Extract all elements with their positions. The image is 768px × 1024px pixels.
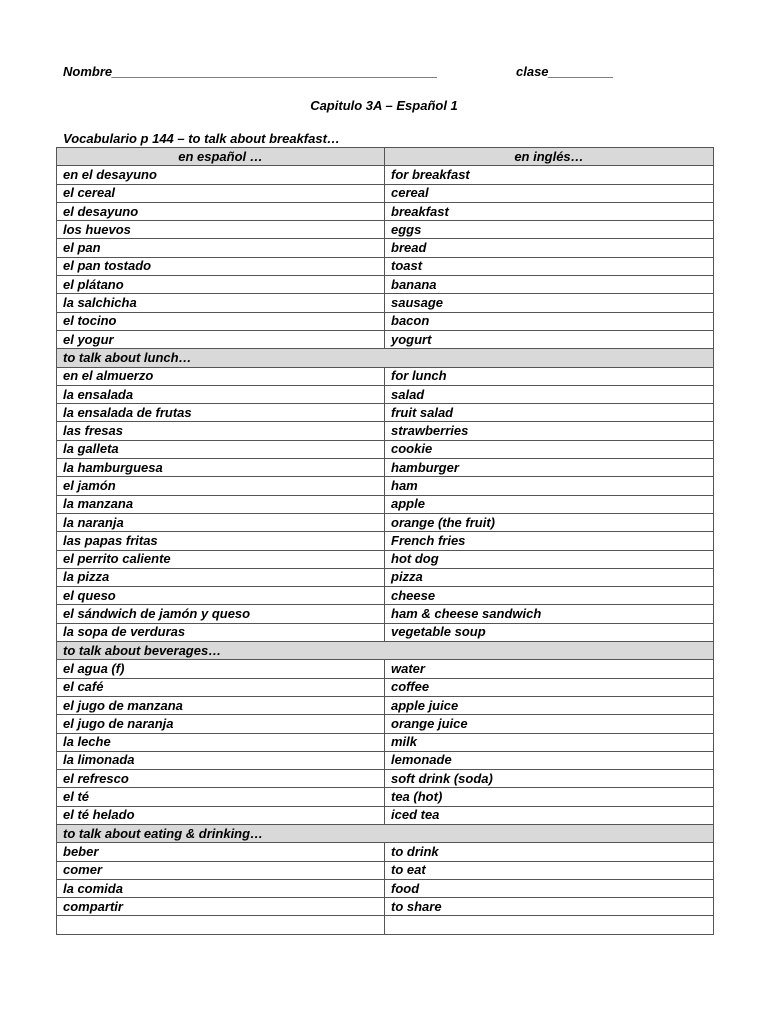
- spanish-term: los huevos: [57, 221, 385, 239]
- english-term: ham & cheese sandwich: [385, 605, 714, 623]
- spanish-term: el jamón: [57, 477, 385, 495]
- spanish-term: el té helado: [57, 806, 385, 824]
- spanish-term: el perrito caliente: [57, 550, 385, 568]
- english-term: tea (hot): [385, 788, 714, 806]
- spanish-term: el queso: [57, 587, 385, 605]
- spanish-term: el pan tostado: [57, 257, 385, 275]
- english-term: ham: [385, 477, 714, 495]
- english-term: pizza: [385, 568, 714, 586]
- spanish-term: la galleta: [57, 440, 385, 458]
- spanish-term: el té: [57, 788, 385, 806]
- vocab-table-body: [57, 166, 714, 934]
- spanish-term: la hamburguesa: [57, 459, 385, 477]
- table-row: [57, 477, 714, 495]
- spanish-term: el pan: [57, 239, 385, 257]
- spanish-term: comer: [57, 861, 385, 879]
- page-title: Capitulo 3A – Español 1: [310, 98, 458, 113]
- english-term: cheese: [385, 587, 714, 605]
- table-row: [57, 751, 714, 769]
- table-row: [57, 550, 714, 568]
- english-term: to eat: [385, 861, 714, 879]
- table-row: [57, 715, 714, 733]
- table-row: [57, 623, 714, 641]
- english-term: orange (the fruit): [385, 513, 714, 531]
- spanish-term: la limonada: [57, 751, 385, 769]
- table-row: [57, 861, 714, 879]
- table-row: [57, 257, 714, 275]
- english-term: bacon: [385, 312, 714, 330]
- spanish-term: el tocino: [57, 312, 385, 330]
- table-row: [57, 770, 714, 788]
- spanish-term: compartir: [57, 898, 385, 916]
- english-term: sausage: [385, 294, 714, 312]
- spanish-term: las papas fritas: [57, 532, 385, 550]
- table-row: [57, 495, 714, 513]
- spanish-term: el desayuno: [57, 202, 385, 220]
- table-row: [57, 367, 714, 385]
- table-row: [57, 696, 714, 714]
- spanish-term: el cereal: [57, 184, 385, 202]
- col-header-english: en inglés…: [385, 148, 714, 166]
- english-term: hamburger: [385, 459, 714, 477]
- table-row: [57, 879, 714, 897]
- spanish-term: la comida: [57, 879, 385, 897]
- spanish-term: la ensalada de frutas: [57, 404, 385, 422]
- spanish-term: en el desayuno: [57, 166, 385, 184]
- clase-field: clase_________: [516, 64, 614, 79]
- english-term: water: [385, 660, 714, 678]
- spanish-term: la ensalada: [57, 385, 385, 403]
- spanish-term: la salchicha: [57, 294, 385, 312]
- table-row: [57, 660, 714, 678]
- table-row: [57, 459, 714, 477]
- table-row: [57, 916, 714, 934]
- spanish-term: beber: [57, 843, 385, 861]
- english-term: eggs: [385, 221, 714, 239]
- english-term: [385, 916, 714, 934]
- spanish-term: el yogur: [57, 330, 385, 348]
- english-term: apple juice: [385, 696, 714, 714]
- table-row: [57, 806, 714, 824]
- english-term: French fries: [385, 532, 714, 550]
- spanish-term: en el almuerzo: [57, 367, 385, 385]
- english-term: apple: [385, 495, 714, 513]
- english-term: to share: [385, 898, 714, 916]
- section-heading: to talk about beverages…: [57, 642, 714, 660]
- spanish-term: la leche: [57, 733, 385, 751]
- spanish-term: la pizza: [57, 568, 385, 586]
- english-term: cereal: [385, 184, 714, 202]
- section-heading: to talk about lunch…: [57, 349, 714, 367]
- english-term: iced tea: [385, 806, 714, 824]
- spanish-term: el plátano: [57, 276, 385, 294]
- vocab-table: [56, 147, 714, 935]
- table-row: [57, 221, 714, 239]
- table-row: [57, 294, 714, 312]
- col-header-spanish: en español …: [57, 148, 385, 166]
- table-row: [57, 276, 714, 294]
- spanish-term: [57, 916, 385, 934]
- table-row: [57, 239, 714, 257]
- english-term: cookie: [385, 440, 714, 458]
- english-term: bread: [385, 239, 714, 257]
- spanish-term: el café: [57, 678, 385, 696]
- table-row: [57, 330, 714, 348]
- table-row: [57, 532, 714, 550]
- english-term: orange juice: [385, 715, 714, 733]
- table-header-row: [57, 148, 714, 166]
- english-term: breakfast: [385, 202, 714, 220]
- english-term: coffee: [385, 678, 714, 696]
- english-term: vegetable soup: [385, 623, 714, 641]
- english-term: strawberries: [385, 422, 714, 440]
- spanish-term: la manzana: [57, 495, 385, 513]
- table-row: [57, 788, 714, 806]
- spanish-term: el agua (f): [57, 660, 385, 678]
- table-row: [57, 202, 714, 220]
- english-term: for breakfast: [385, 166, 714, 184]
- table-row: [57, 385, 714, 403]
- english-term: food: [385, 879, 714, 897]
- spanish-term: el jugo de manzana: [57, 696, 385, 714]
- table-row: [57, 513, 714, 531]
- english-term: for lunch: [385, 367, 714, 385]
- nombre-field: Nombre_____________________________________________: [63, 64, 438, 79]
- vocab-intro: Vocabulario p 144 – to talk about breakfast…: [63, 131, 340, 146]
- spanish-term: el jugo de naranja: [57, 715, 385, 733]
- english-term: to drink: [385, 843, 714, 861]
- spanish-term: la sopa de verduras: [57, 623, 385, 641]
- table-row: [57, 605, 714, 623]
- table-row: [57, 166, 714, 184]
- table-row: [57, 184, 714, 202]
- english-term: yogurt: [385, 330, 714, 348]
- english-term: toast: [385, 257, 714, 275]
- table-row: [57, 568, 714, 586]
- table-row: [57, 678, 714, 696]
- spanish-term: la naranja: [57, 513, 385, 531]
- english-term: banana: [385, 276, 714, 294]
- table-row: [57, 404, 714, 422]
- spanish-term: las fresas: [57, 422, 385, 440]
- table-row: [57, 422, 714, 440]
- table-row: [57, 440, 714, 458]
- table-row: [57, 733, 714, 751]
- english-term: soft drink (soda): [385, 770, 714, 788]
- table-row: [57, 587, 714, 605]
- section-heading: to talk about eating & drinking…: [57, 824, 714, 842]
- table-row: [57, 312, 714, 330]
- english-term: milk: [385, 733, 714, 751]
- section-row: [57, 349, 714, 367]
- spanish-term: el refresco: [57, 770, 385, 788]
- table-row: [57, 898, 714, 916]
- english-term: salad: [385, 385, 714, 403]
- spanish-term: el sándwich de jamón y queso: [57, 605, 385, 623]
- english-term: lemonade: [385, 751, 714, 769]
- section-row: [57, 824, 714, 842]
- english-term: hot dog: [385, 550, 714, 568]
- table-row: [57, 843, 714, 861]
- section-row: [57, 642, 714, 660]
- english-term: fruit salad: [385, 404, 714, 422]
